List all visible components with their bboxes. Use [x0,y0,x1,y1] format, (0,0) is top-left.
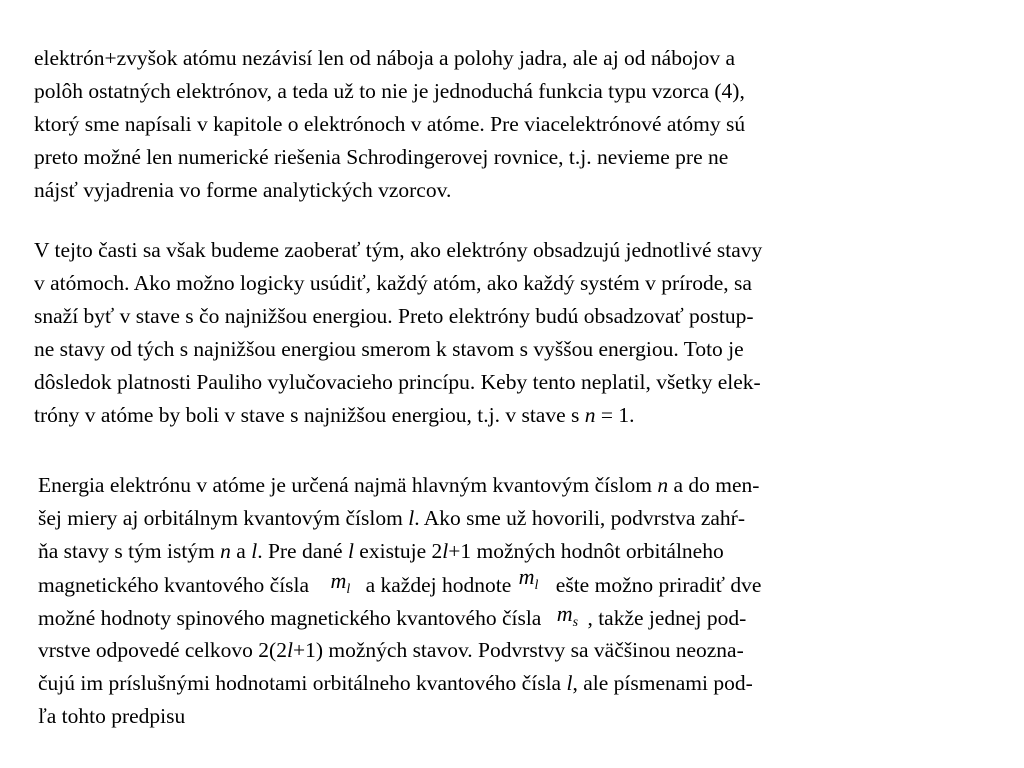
text-line: ne stavy od tých s najnižšou energiou smerom k stavom s vyššou energiou. Toto je [34,337,744,361]
symbol-m: m [518,564,535,589]
variable-l: l [408,506,415,530]
text-segment: možné hodnoty spinového magnetického kvantového čísla [38,606,542,630]
text-segment: a [230,539,252,563]
text-line [38,535,761,568]
variable-l: l [442,539,449,563]
text-line [38,469,761,502]
text-segment: Energia elektrónu v atóme je určená najmä hlavným kvantovým číslom [38,473,658,497]
symbol-m: m [556,601,573,626]
text-segment: a do men- [668,473,760,497]
subscript-l: l [346,582,351,597]
text-line [38,634,761,667]
text-line [38,601,761,634]
text-line [38,502,761,535]
variable-l: l [347,539,354,563]
subscript-l: l [534,578,539,593]
text-line: ktorý sme napísali v kapitole o elektrónoch v atóme. Pre viacelektrónové atómy sú [34,112,746,136]
text-line [34,399,762,432]
text-segment: a každej hodnote [360,573,512,597]
text-segment: vrstve odpovedé celkovo 2(2 [38,638,287,662]
text-line: v atómoch. Ako možno logicky usúdiť, každý atóm, ako každý systém v prírode, sa [34,271,752,295]
text-segment: ňa stavy s tým istým [38,539,221,563]
text-line [38,667,761,700]
variable-n: n [220,539,231,563]
text-segment: ešte možno priradiť dve [550,573,762,597]
text-line [38,564,762,601]
text-segment: , ale písmenami pod- [572,671,753,695]
text-segment: = 1. [595,403,635,427]
variable-n: n [584,403,596,427]
text-segment: ľa tohto predpisu [38,704,186,728]
text-segment: tróny v atóme by boli v stave s najnižšou energiou, t.j. v stave s [34,403,585,427]
text-segment: , takže jednej pod- [582,606,747,630]
paragraph-3 [38,469,761,733]
text-segment: šej miery aj orbitálnym kvantovým číslom [38,506,409,530]
text-segment: existuje 2 [353,539,443,563]
symbol-m-l [330,564,350,606]
subscript-s: s [572,615,579,630]
variable-l: l [251,539,258,563]
text-line: dôsledok platnosti Pauliho vylučovacieho princípu. Keby tento neplatil, všetky elek- [34,370,761,394]
paragraph-2 [34,234,762,432]
text-segment: magnetického kvantového čísla [38,573,310,597]
text-line: preto možné len numerické riešenia Schrodingerovej rovnice, t.j. nevieme pre ne [34,145,729,169]
text-line: V tejto časti sa však budeme zaoberať tým, ako elektróny obsadzujú jednotlivé stavy [34,238,763,262]
variable-n: n [657,473,669,497]
variable-l: l [286,638,293,662]
symbol-m-s [557,597,578,639]
text-segment: +1) možných stavov. Podvrstvy sa väčšinou neozna- [292,638,744,662]
text-line: polôh ostatných elektrónov, a teda už to nie je jednoduchá funkcia typu vzorca (4), [34,79,745,103]
text-line: elektrón+zvyšok atómu nezávisí len od náboja a polohy jadra, ale aj od nábojov a [34,46,736,70]
text-segment: +1 možných hodnôt orbitálneho [448,539,724,563]
symbol-m: m [330,568,347,593]
text-segment: čujú im príslušnými hodnotami orbitálneho kvantového čísla [38,671,567,695]
text-line: nájsť vyjadrenia vo forme analytických vzorcov. [34,178,452,202]
text-segment: . Ako sme už hovorili, podvrstva zahŕ- [414,506,745,530]
text-line [38,700,761,733]
text-segment: . Pre dané [257,539,348,563]
symbol-m-l [519,560,539,602]
paragraph-1 [34,42,745,207]
variable-l: l [566,671,573,695]
text-line: snaží byť v stave s čo najnižšou energiou. Preto elektróny budú obsadzovať postup- [34,304,754,328]
